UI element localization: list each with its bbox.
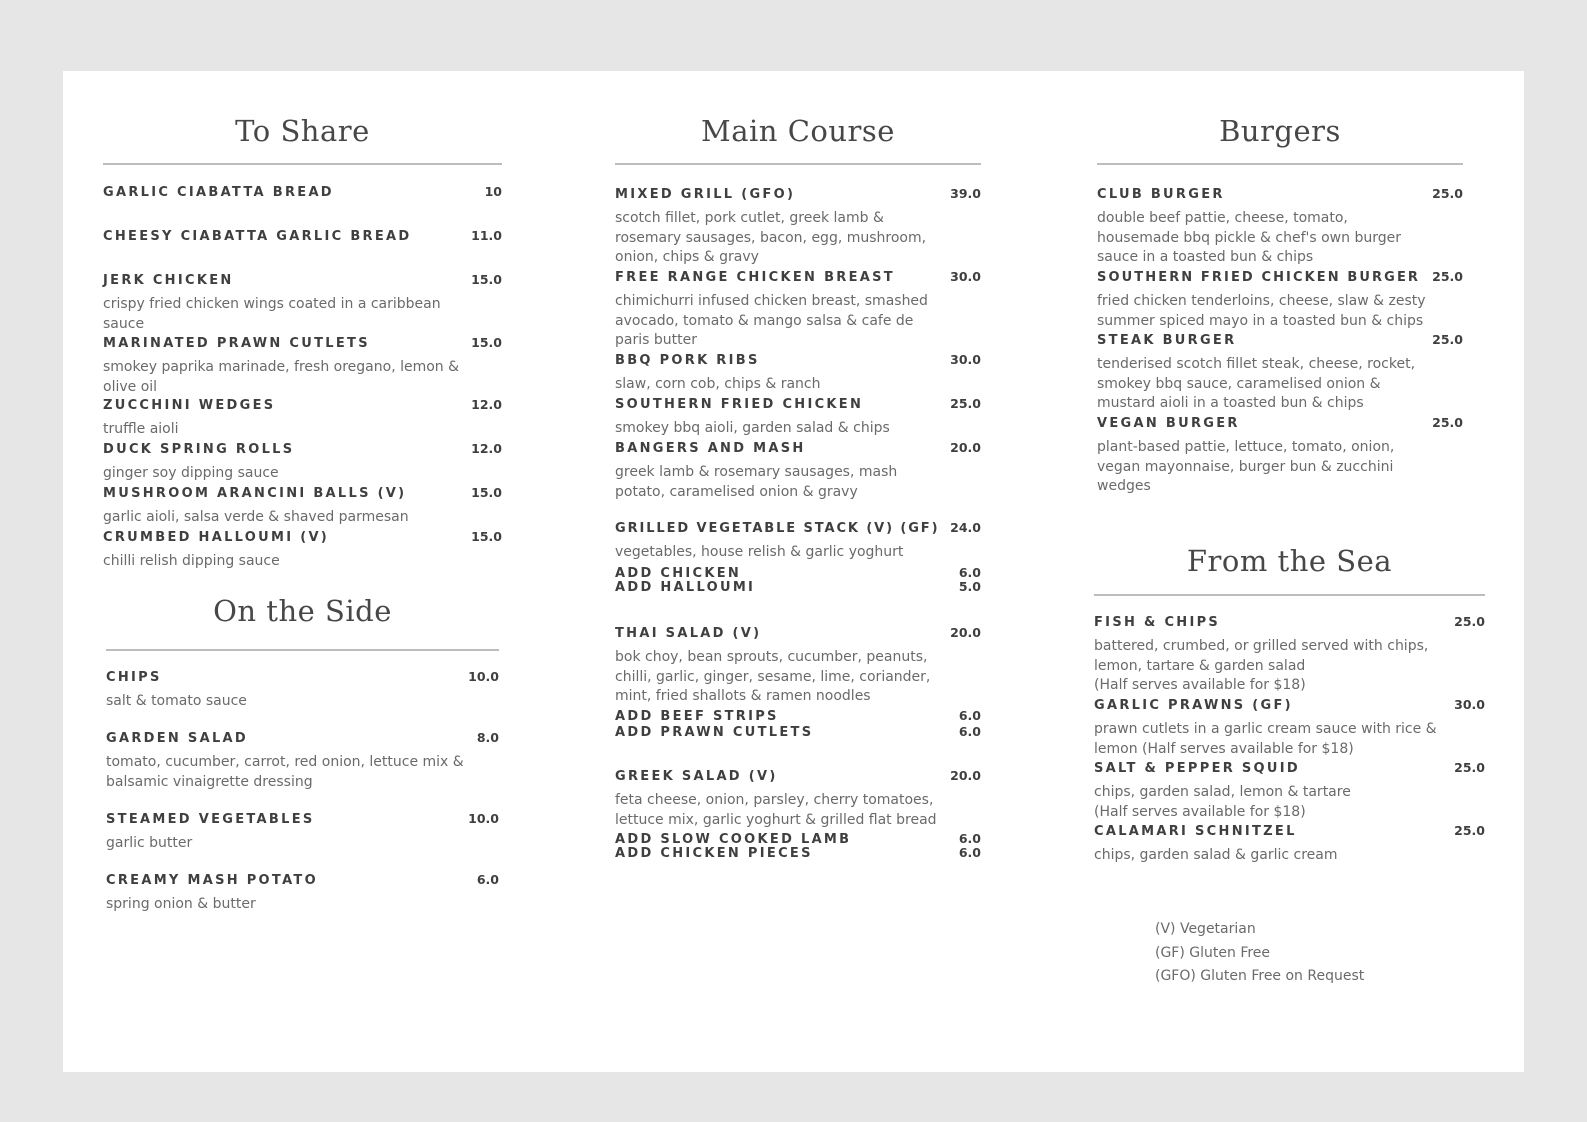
item-description: prawn cutlets in a garlic cream sauce with rice & lemon (Half serves available for $18) [1094, 721, 1437, 757]
item-name: CHIPS [106, 670, 162, 685]
section-divider [1097, 163, 1463, 165]
addon-name: ADD HALLOUMI [615, 580, 756, 595]
section-divider [103, 163, 502, 165]
item-price: 25.0 [1432, 415, 1463, 430]
item-description-text: battered, crumbed, or grilled served with chips, lemon, tartare & garden salad [1094, 638, 1429, 674]
item-price: 30.0 [950, 352, 981, 367]
item-description: garlic aioli, salsa verde & shaved parmesan [103, 509, 409, 525]
item-name: GREEK SALAD (V) [615, 769, 778, 784]
item-name: SALT & PEPPER SQUID [1094, 761, 1300, 776]
item-description: salt & tomato sauce [106, 693, 247, 709]
item-name: DUCK SPRING ROLLS [103, 442, 295, 457]
section-title-to-share: To Share [235, 114, 370, 148]
legend-entry: (GF) Gluten Free [1155, 944, 1271, 961]
item-description [1094, 637, 1439, 696]
addon-name: ADD BEEF STRIPS [615, 709, 779, 724]
item-name: FISH & CHIPS [1094, 615, 1221, 630]
item-price: 11.0 [471, 228, 502, 243]
item-description: garlic butter [106, 835, 193, 851]
section-title-burgers: Burgers [1219, 114, 1341, 148]
legend-entry: (V) Vegetarian [1155, 921, 1256, 937]
item-description: scotch fillet, pork cutlet, greek lamb & rosemary sausages, bacon, egg, mushroom, onion, chips & gravy [615, 210, 927, 265]
item-name: BBQ PORK RIBS [615, 353, 760, 368]
item-name: BANGERS AND MASH [615, 441, 806, 456]
section-divider [1094, 594, 1485, 596]
addon-price: 6.0 [958, 831, 981, 846]
item-price: 10.0 [468, 669, 499, 684]
item-name: GARDEN SALAD [106, 731, 248, 746]
item-name: STEAMED VEGETABLES [106, 812, 315, 827]
item-description: smokey bbq aioli, garden salad & chips [615, 420, 890, 436]
item-name: JERK CHICKEN [103, 273, 234, 288]
item-price: 15.0 [471, 529, 502, 544]
addon-price: 6.0 [958, 845, 981, 860]
item-name: MARINATED PRAWN CUTLETS [103, 336, 370, 351]
item-description [1094, 783, 1439, 822]
addon-name: ADD PRAWN CUTLETS [615, 725, 814, 740]
item-description: smokey paprika marinade, fresh oregano, lemon & olive oil [103, 359, 460, 395]
item-description: bok choy, bean sprouts, cucumber, peanuts, chilli, garlic, ginger, sesame, lime, coriander, mint, fried shallots & ramen noodles [615, 649, 931, 704]
addon-name: ADD CHICKEN [615, 566, 742, 581]
item-description: plant-based pattie, lettuce, tomato, onion, vegan mayonnaise, burger bun & zucchini wedges [1097, 439, 1395, 494]
item-price: 25.0 [1454, 823, 1485, 838]
item-description: chips, garden salad & garlic cream [1094, 847, 1338, 863]
section-title-on-the-side: On the Side [213, 594, 392, 628]
section-title-main-course: Main Course [701, 114, 895, 148]
item-name: MIXED GRILL (GFO) [615, 187, 796, 202]
item-description-note: (Half serves available for $18) [1094, 803, 1306, 820]
item-name: GRILLED VEGETABLE STACK (V) (GF) [615, 521, 940, 536]
item-description: tomato, cucumber, carrot, red onion, lettuce mix & balsamic vinaigrette dressing [106, 754, 464, 790]
item-description: vegetables, house relish & garlic yoghurt [615, 544, 904, 560]
item-price: 12.0 [471, 397, 502, 412]
section-title-from-the-sea: From the Sea [1186, 544, 1393, 578]
item-description-text: chips, garden salad, lemon & tartare [1094, 784, 1351, 800]
item-price: 15.0 [471, 335, 502, 350]
item-price: 20.0 [950, 440, 981, 455]
item-price: 10.0 [468, 811, 499, 826]
item-description: spring onion & butter [106, 896, 256, 912]
item-description: chilli relish dipping sauce [103, 553, 280, 569]
item-description: chimichurri infused chicken breast, smashed avocado, tomato & mango salsa & cafe de paris butter [615, 293, 928, 348]
item-price: 20.0 [950, 625, 981, 640]
item-name: CLUB BURGER [1097, 187, 1225, 202]
item-name: SOUTHERN FRIED CHICKEN BURGER [1097, 270, 1421, 285]
item-price: 25.0 [1454, 614, 1485, 629]
item-price: 24.0 [950, 520, 981, 535]
item-name: VEGAN BURGER [1097, 416, 1240, 431]
item-price: 8.0 [476, 730, 499, 745]
item-name: FREE RANGE CHICKEN BREAST [615, 270, 895, 285]
item-price: 30.0 [1454, 697, 1485, 712]
item-name: THAI SALAD (V) [615, 626, 762, 641]
item-name: GARLIC PRAWNS (GF) [1094, 698, 1293, 713]
item-description: crispy fried chicken wings coated in a caribbean sauce [103, 296, 441, 332]
item-name: MUSHROOM ARANCINI BALLS (V) [103, 486, 407, 501]
item-price: 15.0 [471, 485, 502, 500]
addon-price: 6.0 [958, 724, 981, 739]
item-name: GARLIC CIABATTA BREAD [103, 185, 334, 200]
item-description: slaw, corn cob, chips & ranch [615, 376, 821, 392]
item-price: 25.0 [1432, 186, 1463, 201]
item-description: ginger soy dipping sauce [103, 465, 279, 481]
item-price: 30.0 [950, 269, 981, 284]
item-description-note: (Half serves available for $18) [1094, 677, 1306, 693]
item-price: 10 [484, 184, 502, 199]
item-name: SOUTHERN FRIED CHICKEN [615, 397, 864, 412]
item-description: truffle aioli [103, 421, 179, 437]
item-name: STEAK BURGER [1097, 333, 1237, 348]
addon-price: 5.0 [958, 579, 981, 594]
addon-price: 6.0 [958, 565, 981, 580]
section-divider [106, 649, 499, 651]
dietary-legend [1155, 918, 1364, 989]
addon-name: ADD SLOW COOKED LAMB [615, 832, 852, 847]
item-price: 25.0 [950, 396, 981, 411]
item-price: 25.0 [1432, 269, 1463, 284]
item-price: 20.0 [950, 768, 981, 783]
item-price: 25.0 [1454, 760, 1485, 775]
legend-entry: (GFO) Gluten Free on Request [1155, 968, 1365, 984]
item-description: feta cheese, onion, parsley, cherry tomatoes, lettuce mix, garlic yoghurt & grilled flat bread [615, 792, 937, 828]
item-price: 12.0 [471, 441, 502, 456]
item-price: 15.0 [471, 272, 502, 287]
item-name: CHEESY CIABATTA GARLIC BREAD [103, 229, 412, 244]
item-name: ZUCCHINI WEDGES [103, 398, 276, 413]
item-price: 25.0 [1432, 332, 1463, 347]
item-description: double beef pattie, cheese, tomato, housemade bbq pickle & chef's own burger sauce in a toasted bun & chips [1097, 210, 1401, 265]
item-price: 6.0 [476, 872, 499, 887]
addon-name: ADD CHICKEN PIECES [615, 846, 813, 861]
item-name: CALAMARI SCHNITZEL [1094, 824, 1297, 839]
section-divider [615, 163, 981, 165]
item-description: greek lamb & rosemary sausages, mash potato, caramelised onion & gravy [615, 464, 898, 500]
item-description: tenderised scotch fillet steak, cheese, rocket, smokey bbq sauce, caramelised onion & mustard aioli in a toasted bun & chips [1097, 356, 1416, 411]
item-price: 39.0 [950, 186, 981, 201]
item-name: CREAMY MASH POTATO [106, 873, 318, 888]
item-name: CRUMBED HALLOUMI (V) [103, 530, 330, 545]
addon-price: 6.0 [958, 708, 981, 723]
item-description: fried chicken tenderloins, cheese, slaw & zesty summer spiced mayo in a toasted bun & chips [1097, 293, 1426, 329]
